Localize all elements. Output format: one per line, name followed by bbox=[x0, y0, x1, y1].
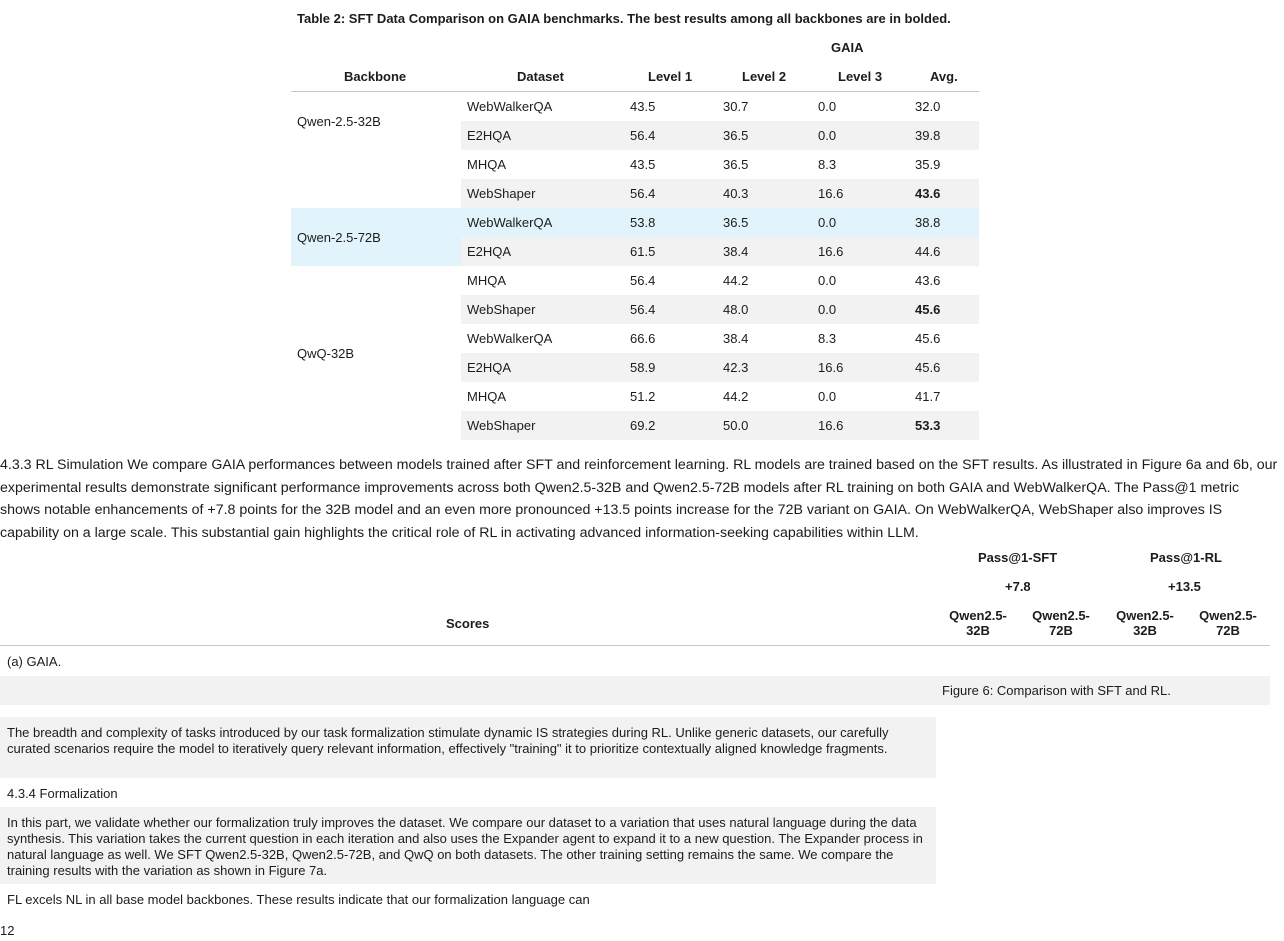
cell-level2: 36.5 bbox=[723, 128, 749, 143]
cell-dataset: MHQA bbox=[467, 273, 506, 288]
fl-paragraph: FL excels NL in all base model backbones. These results indicate that our formalization language can bbox=[7, 892, 590, 907]
cell-level1: 69.2 bbox=[630, 418, 656, 433]
fig6-gain-sft: +7.8 bbox=[1005, 579, 1031, 594]
fig6-subcaption: (a) GAIA. bbox=[7, 654, 62, 669]
cell-level3: 0.0 bbox=[818, 99, 837, 114]
cell-dataset: WebWalkerQA bbox=[467, 99, 553, 114]
table-row bbox=[461, 92, 979, 121]
cell-avg-best: 43.6 bbox=[915, 186, 941, 201]
cell-level1: 51.2 bbox=[630, 389, 656, 404]
cell-avg: 45.6 bbox=[915, 360, 941, 375]
fig6-model-header: Qwen2.5-32B bbox=[949, 608, 1007, 638]
cell-avg: 45.6 bbox=[915, 331, 941, 346]
table-row bbox=[461, 324, 979, 353]
cell-level3: 8.3 bbox=[818, 331, 837, 346]
fig6-gain-rl: +13.5 bbox=[1168, 579, 1201, 594]
cell-level1: 43.5 bbox=[630, 99, 656, 114]
cell-avg: 39.8 bbox=[915, 128, 941, 143]
fig6-model-header: Qwen2.5-72B bbox=[1199, 608, 1257, 638]
cell-dataset: WebWalkerQA bbox=[467, 331, 553, 346]
table-row bbox=[461, 121, 979, 150]
cell-level2: 42.3 bbox=[723, 360, 749, 375]
cell-level3: 0.0 bbox=[818, 302, 837, 317]
cell-dataset: E2HQA bbox=[467, 360, 512, 375]
cell-level1: 56.4 bbox=[630, 186, 656, 201]
cell-dataset: WebWalkerQA bbox=[467, 215, 553, 230]
cell-level3: 16.6 bbox=[818, 186, 844, 201]
cell-level1: 53.8 bbox=[630, 215, 656, 230]
cell-dataset: MHQA bbox=[467, 389, 506, 404]
cell-avg: 43.6 bbox=[915, 273, 941, 288]
table-row bbox=[461, 382, 979, 411]
header-backbone: Backbone bbox=[344, 69, 407, 84]
table-row bbox=[461, 266, 979, 295]
cell-avg: 35.9 bbox=[915, 157, 941, 172]
fig6-caption: Figure 6: Comparison with SFT and RL. bbox=[942, 683, 1171, 698]
fig6-scores-label: Scores bbox=[446, 616, 490, 631]
header-level1: Level 1 bbox=[648, 69, 693, 84]
cell-avg-best: 45.6 bbox=[915, 302, 941, 317]
cell-dataset: E2HQA bbox=[467, 128, 512, 143]
cell-avg: 38.8 bbox=[915, 215, 941, 230]
cell-level3: 16.6 bbox=[818, 418, 844, 433]
cell-level2: 44.2 bbox=[723, 389, 749, 404]
header-level3: Level 3 bbox=[838, 69, 883, 84]
cell-level2: 38.4 bbox=[723, 331, 749, 346]
cell-level3: 0.0 bbox=[818, 128, 837, 143]
cell-avg-best: 53.3 bbox=[915, 418, 941, 433]
header-level2: Level 2 bbox=[742, 69, 787, 84]
cell-avg: 32.0 bbox=[915, 99, 941, 114]
cell-level3: 0.0 bbox=[818, 273, 837, 288]
cell-level1: 61.5 bbox=[630, 244, 656, 259]
table-row bbox=[461, 179, 979, 208]
table-row bbox=[461, 411, 979, 440]
cell-level1: 43.5 bbox=[630, 157, 656, 172]
backbone-qwq-32b: QwQ-32B bbox=[297, 346, 355, 361]
section-434-heading: 4.3.4 Formalization bbox=[7, 786, 118, 801]
table-caption: Table 2: SFT Data Comparison on GAIA benchmarks. The best results among all backbones are in bolded. bbox=[297, 11, 951, 26]
table-row bbox=[461, 208, 979, 237]
formalization-paragraph: In this part, we validate whether our formalization truly improves the dataset. We compare our dataset to a variation that uses natural language during the data synthesis. This variation takes the current question in each iteration and also uses the Expander agent to expand it to a new question. The Expander process in natural language as well. We SFT Qwen2.5-32B, Qwen2.5-72B, and QwQ on both datasets. The other training setting remains the same. We compare the training results with the variation as shown in Figure 7a. bbox=[0, 807, 936, 884]
cell-avg: 41.7 bbox=[915, 389, 941, 404]
cell-dataset: MHQA bbox=[467, 157, 506, 172]
header-dataset: Dataset bbox=[517, 69, 564, 84]
fig6-header-rule bbox=[0, 645, 1270, 646]
backbone-qwen-32b: Qwen-2.5-32B bbox=[297, 114, 381, 129]
page-number: 12 bbox=[0, 923, 15, 938]
cell-level2: 30.7 bbox=[723, 99, 749, 114]
cell-level3: 16.6 bbox=[818, 360, 844, 375]
cell-level1: 66.6 bbox=[630, 331, 656, 346]
cell-level3: 0.0 bbox=[818, 389, 837, 404]
cell-dataset: WebShaper bbox=[467, 302, 536, 317]
cell-level3: 0.0 bbox=[818, 215, 837, 230]
cell-level1: 58.9 bbox=[630, 360, 656, 375]
fig6-header-rl: Pass@1-RL bbox=[1150, 550, 1222, 565]
cell-level2: 48.0 bbox=[723, 302, 749, 317]
backbone-qwen-72b: Qwen-2.5-72B bbox=[297, 230, 381, 245]
rl-paragraph: The breadth and complexity of tasks introduced by our task formalization stimulate dynamic IS strategies during RL. Unlike generic datasets, our carefully curated scenarios require the model to iteratively query relevant information, effectively "training" it to prioritize contextually aligned knowledge fragments. bbox=[0, 717, 936, 778]
cell-level2: 50.0 bbox=[723, 418, 749, 433]
fig6-model-header: Qwen2.5-32B bbox=[1116, 608, 1174, 638]
table-row bbox=[461, 295, 979, 324]
cell-level2: 36.5 bbox=[723, 157, 749, 172]
table-row bbox=[461, 150, 979, 179]
fig6-model-header: Qwen2.5-72B bbox=[1032, 608, 1090, 638]
cell-level1: 56.4 bbox=[630, 273, 656, 288]
cell-level3: 16.6 bbox=[818, 244, 844, 259]
cell-level1: 56.4 bbox=[630, 128, 656, 143]
fig6-header-sft: Pass@1-SFT bbox=[978, 550, 1058, 565]
cell-dataset: WebShaper bbox=[467, 418, 536, 433]
cell-dataset: WebShaper bbox=[467, 186, 536, 201]
cell-level1: 56.4 bbox=[630, 302, 656, 317]
cell-level2: 40.3 bbox=[723, 186, 749, 201]
cell-level2: 44.2 bbox=[723, 273, 749, 288]
cell-avg: 44.6 bbox=[915, 244, 941, 259]
table-row bbox=[461, 237, 979, 266]
header-avg: Avg. bbox=[930, 69, 958, 84]
gaia-group-header: GAIA bbox=[831, 40, 864, 55]
section-433-paragraph: 4.3.3 RL Simulation We compare GAIA performances between models trained after SFT and reinforcement learning. RL models are trained based on the SFT results. As illustrated in Figure 6a and 6b, our experimental results demonstrate significant performance improvements across both Qwen2.5-32B and Qwen2.5-72B models after RL training on both GAIA and WebWalkerQA. The Pass@1 metric shows notable enhancements of +7.8 points for the 32B model and an even more pronounced +13.5 points increase for the 72B variant on GAIA. On WebWalkerQA, WebShaper also improves IS capability on a large scale. This substantial gain highlights the critical role of RL in activating advanced information-seeking capabilities within LLM. bbox=[0, 457, 1278, 541]
cell-dataset: E2HQA bbox=[467, 244, 512, 259]
cell-level3: 8.3 bbox=[818, 157, 837, 172]
cell-level2: 36.5 bbox=[723, 215, 749, 230]
cell-level2: 38.4 bbox=[723, 244, 749, 259]
table-row bbox=[461, 353, 979, 382]
